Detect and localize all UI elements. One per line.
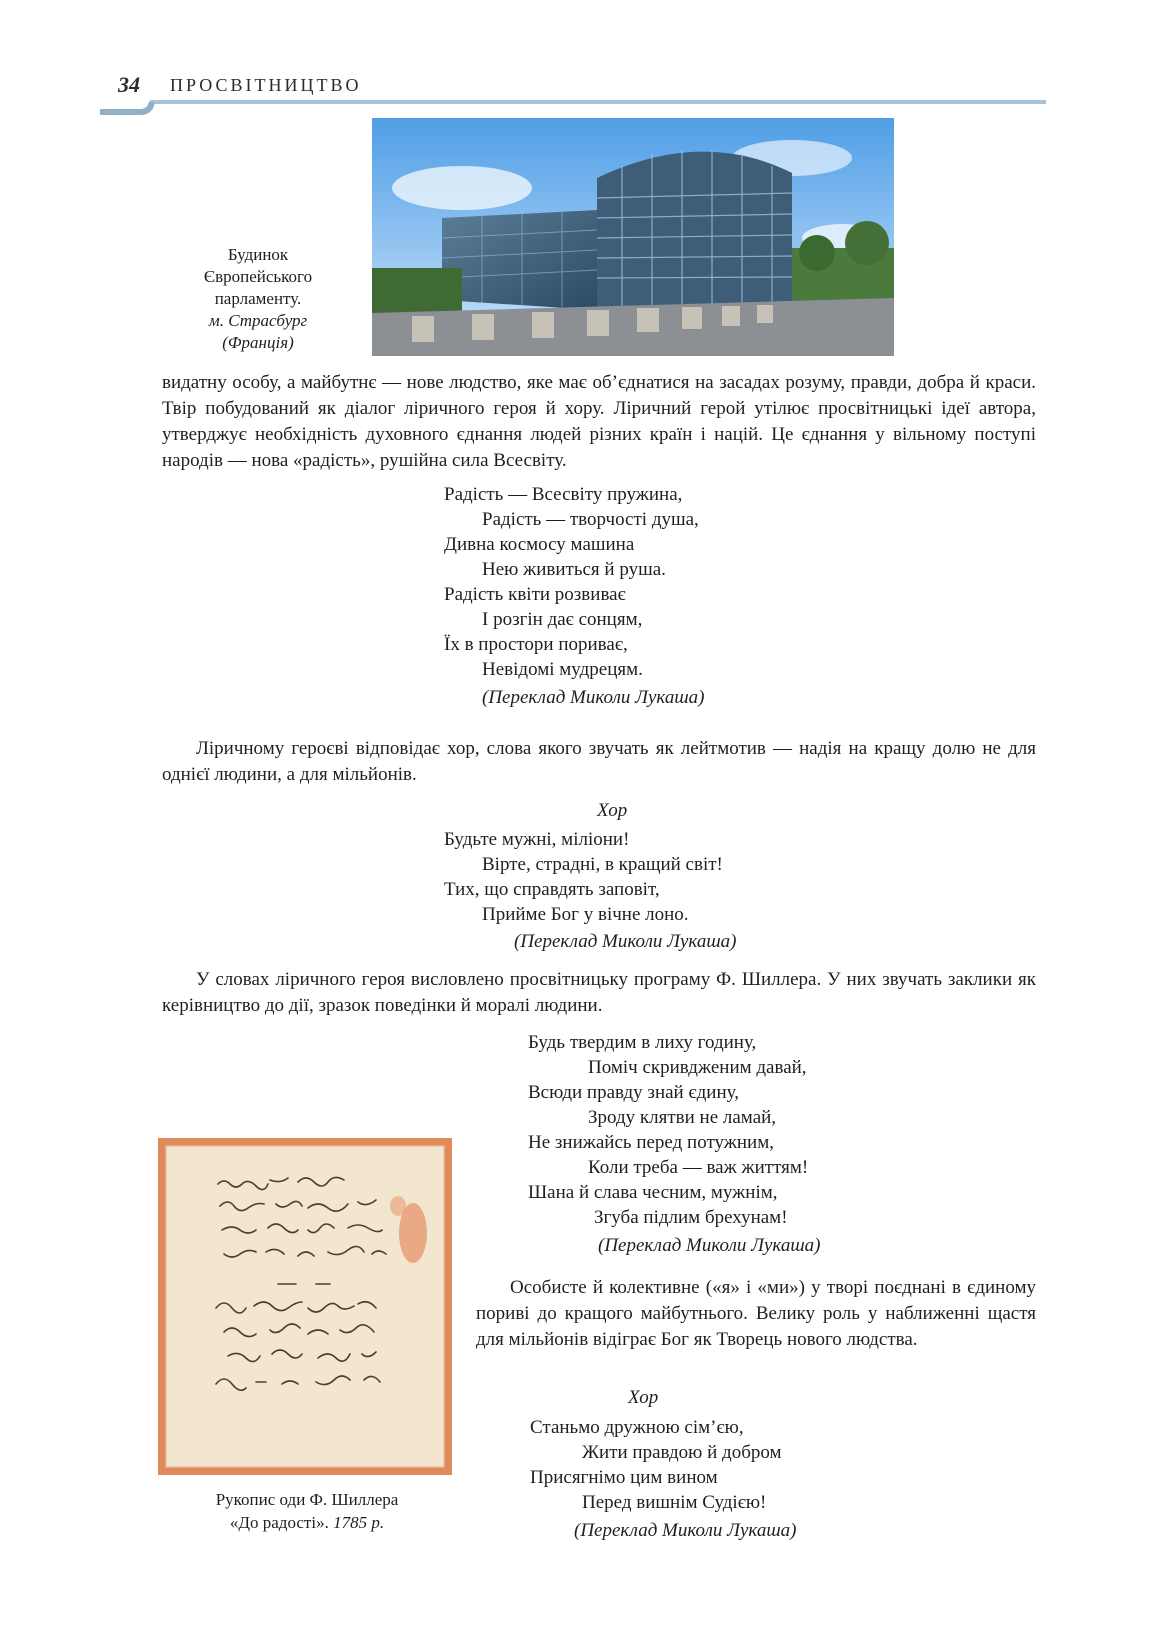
translation-credit: (Переклад Миколи Лукаша)	[598, 1235, 821, 1256]
photo-caption	[160, 244, 356, 354]
poem-line: Жити правдою й добром	[582, 1442, 782, 1463]
paragraph: Особисте й колективне («я» і «ми») у творі поєднані в єдиному пориві до кращого майбутнього. Велику роль у наближенні щастя для мільйонів відіграє Бог як Творець нового людства.	[476, 1277, 1036, 1350]
poem-line: Тих, що справдять заповіт,	[444, 879, 660, 900]
manuscript-caption-year: 1785 р.	[333, 1513, 385, 1532]
translation-credit: (Переклад Миколи Лукаша)	[482, 687, 705, 708]
poem-line: Не знижайсь перед потужним,	[528, 1132, 774, 1153]
poem-line: Шана й слава чесним, мужнім,	[528, 1182, 778, 1203]
poem-line: Вірте, страдні, в кращий світ!	[482, 854, 723, 875]
poem-line: Радість — Всесвіту пружина,	[444, 484, 683, 505]
poem-line: Радість квіти розвиває	[444, 584, 626, 605]
poem-line: Невідомі мудрецям.	[482, 659, 643, 680]
poem-line: Дивна космосу машина	[444, 534, 635, 555]
manuscript-caption-title: «До радості».	[229, 1513, 329, 1532]
photo-caption-line: парламенту.	[214, 289, 302, 308]
photo-caption-country: (Франція)	[222, 333, 294, 352]
photo-caption-place: м. Страсбург	[208, 311, 308, 330]
building-photo	[372, 118, 894, 356]
poem-line: Прийме Бог у вічне лоно.	[482, 904, 689, 925]
poem-line: Радість — творчості душа,	[482, 509, 699, 530]
photo-caption-line: Європейського	[203, 267, 313, 286]
manuscript-caption-line	[160, 1511, 454, 1534]
chorus-label: Хор	[597, 800, 628, 821]
photo-caption-line: Будинок	[227, 245, 289, 264]
poem-line: І розгін дає сонцям,	[482, 609, 643, 630]
poem-line: Згуба підлим брехунам!	[594, 1207, 788, 1228]
manuscript-caption-line: Рукопис оди Ф. Шиллера	[215, 1490, 399, 1509]
poem-stanza	[528, 1030, 821, 1258]
poem-line: Зроду клятви не ламай,	[588, 1107, 777, 1128]
poem-line: Поміч скривдженим давай,	[588, 1057, 807, 1078]
poem-line: Будьте мужні, міліони!	[444, 829, 630, 850]
manuscript-caption	[160, 1488, 454, 1534]
poem-stanza	[444, 482, 705, 710]
chorus-stanza	[444, 827, 737, 954]
chorus-stanza	[530, 1415, 797, 1543]
manuscript-image	[158, 1138, 452, 1475]
chorus-label: Хор	[628, 1387, 659, 1408]
section-title: ПРОСВІТНИЦТВО	[170, 75, 362, 95]
poem-line: Присягнімо цим вином	[530, 1467, 718, 1488]
poem-line: Коли треба — важ життям!	[588, 1157, 809, 1178]
poem-line: Будь твердим в лиху годину,	[528, 1032, 757, 1053]
poem-line: Станьмо дружною сім’єю,	[530, 1417, 744, 1438]
page-number: 34	[118, 72, 140, 97]
translation-credit: (Переклад Миколи Лукаша)	[574, 1520, 797, 1541]
translation-credit: (Переклад Миколи Лукаша)	[514, 931, 737, 952]
poem-line: Перед вишнім Судією!	[582, 1492, 767, 1513]
paragraph: У словах ліричного героя висловлено просвітницьку програму Ф. Шиллера. У них звучать заклики як керівництво до дії, зразок поведінки й моралі людини.	[162, 969, 1036, 1016]
poem-line: Всюди правду знай єдину,	[528, 1082, 739, 1103]
poem-line: Нею живиться й руша.	[482, 559, 666, 580]
paragraph: Ліричному героєві відповідає хор, слова якого звучать як лейтмотив — надія на кращу долю не для однієї людини, а для мільйонів.	[162, 738, 1036, 785]
poem-line: Їх в простори пориває,	[444, 634, 628, 655]
paragraph: видатну особу, а майбутнє — нове людство, яке має об’єднатися на засадах розуму, правди, добра й краси. Твір побудований як діалог ліричного героя й хору. Ліричний герой утілює просвітницькі ідеї автора, утверджує необхідність духовного єднання людей різних країн і націй. Це єднання у вільному поступі народів — нова «радість», рушійна сила Всесвіту.	[162, 372, 1036, 471]
